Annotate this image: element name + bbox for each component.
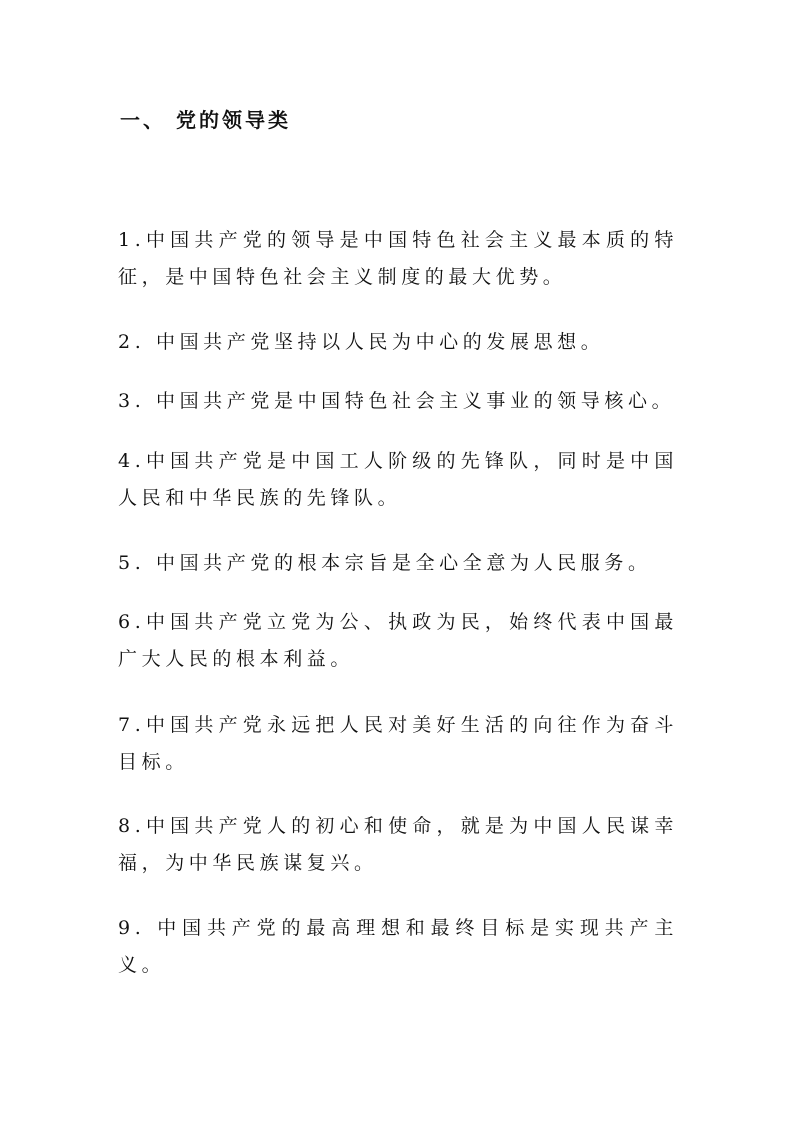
list-item: 8.中国共产党人的初心和使命，就是为中国人民谋幸福，为中华民族谋复兴。 bbox=[118, 815, 678, 874]
section-title: 一、 党的领导类 bbox=[120, 108, 291, 132]
list-item: 5. 中国共产党的根本宗旨是全心全意为人民服务。 bbox=[118, 552, 652, 574]
list-item: 3. 中国共产党是中国特色社会主义事业的领导核心。 bbox=[118, 390, 676, 412]
list-item: 7.中国共产党永远把人民对美好生活的向往作为奋斗目标。 bbox=[118, 714, 678, 773]
list-item: 6.中国共产党立党为公、执政为民，始终代表中国最广大人民的根本利益。 bbox=[118, 611, 678, 670]
list-item: 1.中国共产党的领导是中国特色社会主义最本质的特征，是中国特色社会主义制度的最大优势。 bbox=[118, 229, 678, 288]
list-item: 4.中国共产党是中国工人阶级的先锋队，同时是中国人民和中华民族的先锋队。 bbox=[118, 450, 678, 509]
list-item: 2. 中国共产党坚持以人民为中心的发展思想。 bbox=[118, 331, 605, 353]
list-item: 9. 中国共产党的最高理想和最终目标是实现共产主义。 bbox=[118, 917, 678, 976]
